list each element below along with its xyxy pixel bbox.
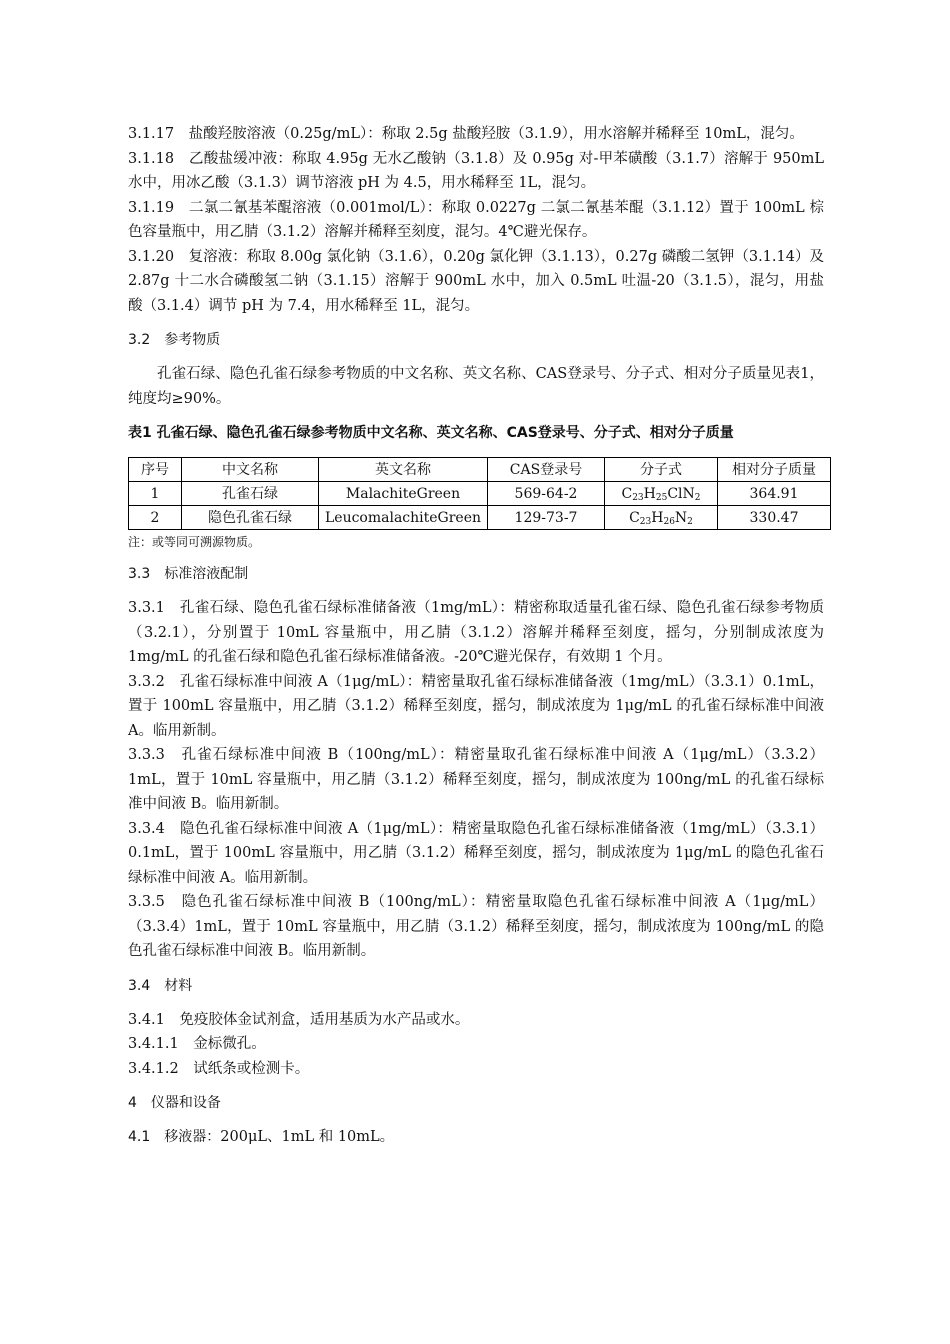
- paragraph-3-3-1: 3.3.1 孔雀石绿、隐色孔雀石绿标准储备液（1mg/mL）：精密称取适量孔雀石绿、隐色孔雀石绿参考物质（3.2.1），分别置于 10mL 容量瓶中，用乙腈（3.1.2）溶解并稀释至刻度，摇匀，分别制成浓度为 1mg/mL 的孔雀石绿和隐色孔雀石绿标准储备液。-20℃避光保存，有效期 1 个月。: [128, 600, 824, 665]
- paragraph-3-3-4: 3.3.4 隐色孔雀石绿标准中间液 A（1μg/mL）：精密量取隐色孔雀石绿标准储备液（1mg/mL）（3.3.1）0.1mL，置于 100mL 容量瓶中，用乙腈（3.1.2）稀释至刻度，摇匀，制成浓度为 1μg/mL 的隐色孔雀石绿标准中间液 A。临用新制。: [128, 820, 824, 886]
- heading-number: 3.2: [128, 332, 151, 348]
- paragraph-3-3-3: 3.3.3 孔雀石绿标准中间液 B（100ng/mL）：精密量取孔雀石绿标准中间液 A（1μg/mL）（3.3.2）1mL，置于 10mL 容量瓶中，用乙腈（3.1.2）稀释至刻度，摇匀，制成浓度为 100ng/mL 的孔雀石绿标准中间液 B。临用新制。: [128, 747, 824, 812]
- reference-materials-table: [128, 457, 831, 530]
- table-row: [129, 506, 831, 530]
- paragraph-3-2: 孔雀石绿、隐色孔雀石绿参考物质的中文名称、英文名称、CAS登录号、分子式、相对分子质量见表1，纯度均≥90%。: [128, 366, 824, 407]
- header-no: 序号: [129, 458, 182, 482]
- cell-cn-name: 隐色孔雀石绿: [182, 506, 319, 530]
- heading-title: 移液器：: [164, 1129, 221, 1145]
- heading-3-3: [128, 562, 824, 586]
- paragraph-3-1-17: 3.1.17 盐酸羟胺溶液（0.25g/mL）：称取 2.5g 盐酸羟胺（3.1.9），用水溶解并稀释至 10mL，混匀。: [128, 126, 804, 142]
- heading-title: 材料: [164, 977, 193, 994]
- heading-number: 3.4: [128, 977, 151, 994]
- heading-4: [128, 1091, 824, 1115]
- cell-en-name: MalachiteGreen: [319, 482, 488, 506]
- heading-number: 3.3: [128, 566, 151, 582]
- cell-mw: 330.47: [718, 506, 831, 530]
- header-mw: 相对分子质量: [718, 458, 831, 482]
- paragraph-3-1-18: 3.1.18 乙酸盐缓冲液：称取 4.95g 无水乙酸钠（3.1.8）及 0.95g 对-甲苯磺酸（3.1.7）溶解于 950mL 水中，用冰乙酸（3.1.3）调节溶液 pH 为 4.5，用水稀释至 1L，混匀。: [128, 150, 824, 191]
- cell-cas: 129-73-7: [488, 506, 605, 530]
- heading-3-4: [128, 974, 824, 998]
- header-formula: 分子式: [605, 458, 718, 482]
- paragraph-3-1-20: 3.1.20 复溶液：称取 8.00g 氯化钠（3.1.6），0.20g 氯化钾（3.1.13），0.27g 磷酸二氢钾（3.1.14）及 2.87g 十二水合磷酸氢二钠（3.1.15）溶解于 900mL 水中，加入 0.5mL 吐温-20（3.1.5），混匀，用盐酸（3.1.4）调节 pH 为 7.4，用水稀释至 1L，混匀。: [128, 248, 824, 314]
- table-header-row: [129, 458, 831, 482]
- document-page: [128, 122, 824, 1150]
- cell-cas: 569-64-2: [488, 482, 605, 506]
- table-caption: 表1 孔雀石绿、隐色孔雀石绿参考物质中文名称、英文名称、CAS登录号、分子式、相对分子质量: [128, 425, 734, 441]
- heading-4-1: [128, 1125, 824, 1150]
- paragraph-3-4-1-2: 3.4.1.2 试纸条或检测卡。: [128, 1060, 310, 1077]
- table-row: [129, 482, 831, 506]
- header-en-name: 英文名称: [319, 458, 488, 482]
- heading-number: 4.1: [128, 1129, 151, 1145]
- header-cas: CAS登录号: [488, 458, 605, 482]
- heading-number: 4: [128, 1095, 137, 1111]
- paragraph-3-4-1-1: 3.4.1.1 金标微孔。: [128, 1036, 266, 1052]
- section-4-1-text: 200μL、1mL 和 10mL。: [220, 1129, 395, 1145]
- heading-title: 参考物质: [164, 332, 221, 348]
- cell-cn-name: 孔雀石绿: [182, 482, 319, 506]
- heading-title: 仪器和设备: [150, 1095, 221, 1111]
- cell-formula: $C_{23}H_{26}N_2$: [605, 506, 718, 530]
- heading-title: 标准溶液配制: [164, 566, 249, 582]
- cell-mw: 364.91: [718, 482, 831, 506]
- paragraph-3-3-5: 3.3.5 隐色孔雀石绿标准中间液 B（100ng/mL）：精密量取隐色孔雀石绿标准中间液 A（1μg/mL）（3.3.4）1mL，置于 10mL 容量瓶中，用乙腈（3.1.2）稀释至刻度，摇匀，制成浓度为 100ng/mL 的隐色孔雀石绿标准中间液 B。临用新制。: [128, 894, 824, 959]
- cell-no: 2: [129, 506, 182, 530]
- cell-en-name: LeucomalachiteGreen: [319, 506, 488, 530]
- heading-3-2: [128, 328, 824, 352]
- cell-formula: $C_{23}H_{25}ClN_2$: [605, 482, 718, 506]
- table-note: 注：或等同可溯源物质。: [128, 535, 261, 549]
- paragraph-3-4-1: 3.4.1 免疫胶体金试剂盒，适用基质为水产品或水。: [128, 1011, 470, 1028]
- paragraph-3-1-19: 3.1.19 二氯二氰基苯醌溶液（0.001mol/L）：称取 0.0227g 二氯二氰基苯醌（3.1.12）置于 100mL 棕色容量瓶中，用乙腈（3.1.2）溶解并稀释至刻度，混匀。4℃避光保存。: [128, 199, 824, 240]
- header-cn-name: 中文名称: [182, 458, 319, 482]
- paragraph-3-3-2: 3.3.2 孔雀石绿标准中间液 A（1μg/mL）：精密量取孔雀石绿标准储备液（1mg/mL）（3.3.1）0.1mL，置于 100mL 容量瓶中，用乙腈（3.1.2）稀释至刻度，摇匀，制成浓度为 1μg/mL 的孔雀石绿标准中间液 A。临用新制。: [128, 673, 824, 739]
- cell-no: 1: [129, 482, 182, 506]
